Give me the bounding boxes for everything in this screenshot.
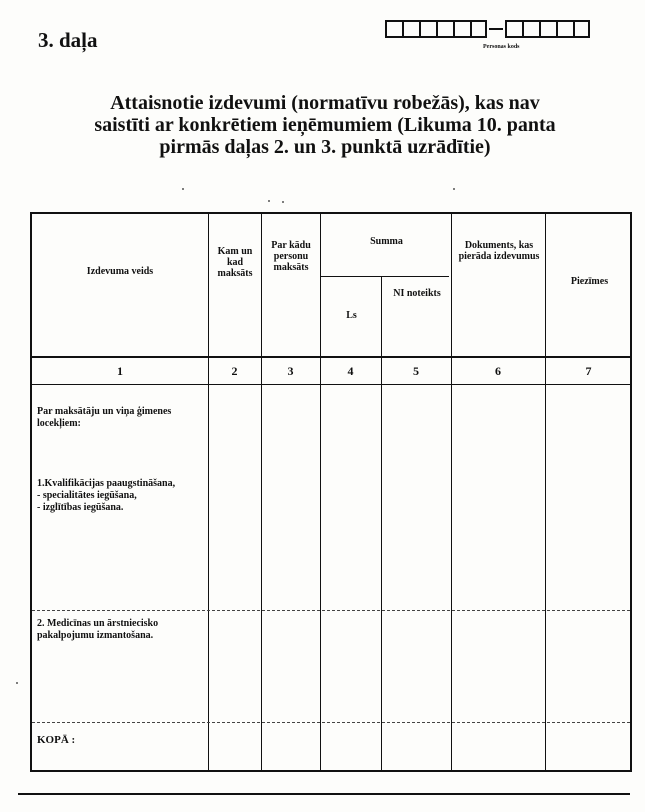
scan-speck [282,201,284,203]
header-bottom-line [32,356,630,358]
scan-speck [453,188,455,190]
col-divider [208,214,209,770]
row-family-heading: Par maksātāju un viņa ģimenes locekļiem: [37,406,172,429]
title-line-1: Attaisnotie izdevumi (normatīvu robežās), kas nav [110,92,540,114]
page-bottom-rule [18,793,630,795]
row-separator [32,610,630,611]
header-amount: Summa [370,236,403,247]
code-separator [489,28,503,30]
code-digit-box [470,20,487,38]
col-number: 5 [413,364,419,378]
code-digit-box [522,20,539,38]
code-digit-box [402,20,419,38]
col-number: 3 [287,364,294,378]
code-digit-box [436,20,453,38]
header-notes: Piezīmes [570,276,609,287]
col-number: 7 [585,364,592,378]
col-number: 1 [117,364,123,378]
amount-subheader-line [320,276,449,277]
col-divider [545,214,546,770]
code-digit-box [539,20,556,38]
scan-speck [182,188,184,190]
header-expense-type: Izdevuma veids [86,266,154,277]
col-divider [261,214,262,770]
row-separator [32,722,630,723]
header-ls: Ls [346,310,357,321]
code-digit-box [453,20,470,38]
code-digit-box [556,20,573,38]
personal-code [385,20,625,50]
row-qualification: 1.Kvalifikācijas paaugstināšana, - specialitātes iegūšana, - izglītības iegūšana. [37,478,176,513]
part-label: 3. daļa [38,28,98,52]
header-to-whom: Kam un kad maksāts [217,246,253,279]
code-digit-box [385,20,402,38]
scan-speck [16,682,18,684]
personal-code-boxes [385,20,625,38]
col-number: 2 [231,364,238,378]
code-digit-box [573,20,590,38]
title-line-2: saistīti ar konkrētiem ieņēmumiem (Likuma 10. panta [94,114,556,136]
scan-speck [268,200,270,202]
code-digit-box [505,20,522,38]
col-divider [451,214,452,770]
title-line-3: pirmās daļas 2. un 3. punktā uzrādītie) [159,136,491,158]
col-number: 4 [347,364,354,378]
expenses-table [30,212,632,772]
row-medical: 2. Medicīnas un ārstniecisko pakalpojumu izmantošana. [37,618,159,641]
col-divider [320,214,321,770]
code-digit-box [419,20,436,38]
numbers-row-line [32,384,630,385]
form-title [30,92,620,158]
header-document: Dokuments, kas pierāda izdevumus [458,240,540,262]
col-number: 6 [495,364,501,378]
row-total: KOPĀ : [37,734,76,746]
col-divider [381,276,382,770]
header-for-whom: Par kādu personu maksāts [271,240,311,273]
personal-code-caption: Personas kods [483,44,520,50]
header-tax-determined: NI noteikts [393,288,441,299]
